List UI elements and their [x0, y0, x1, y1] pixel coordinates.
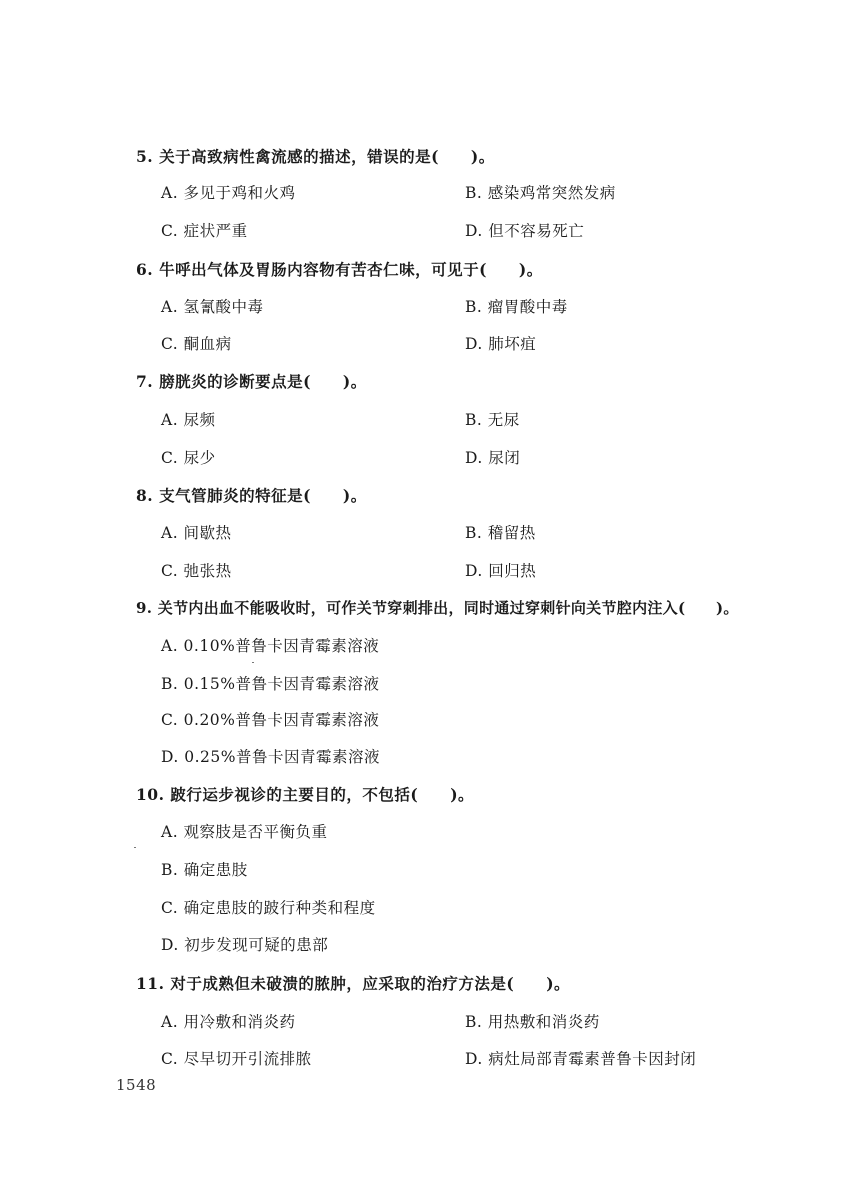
question-5-option-a: A. 多见于鸡和火鸡 — [161, 184, 296, 202]
question-9-option-b: B. 0.15%普鲁卡因青霉素溶液 — [161, 675, 380, 693]
question-8-stem: 8. 支气管肺炎的特征是( )。 — [136, 486, 367, 505]
question-11-option-d: D. 病灶局部青霉素普鲁卡因封闭 — [465, 1050, 697, 1068]
question-8-option-b: B. 稽留热 — [465, 524, 536, 542]
question-6-stem: 6. 牛呼出气体及胃肠内容物有苦杏仁味，可见于( )。 — [136, 260, 543, 279]
question-6-option-c: C. 酮血病 — [161, 335, 232, 353]
question-6-option-d: D. 肺坏疽 — [465, 335, 537, 353]
question-6-option-b: B. 瘤胃酸中毒 — [465, 298, 568, 316]
question-8-option-c: C. 弛张热 — [161, 562, 232, 580]
question-5-option-d: D. 但不容易死亡 — [465, 222, 585, 240]
question-5-option-b: B. 感染鸡常突然发病 — [465, 184, 616, 202]
question-7-option-d: D. 尿闭 — [465, 449, 521, 467]
question-5-option-c: C. 症状严重 — [161, 222, 248, 240]
scan-speck — [252, 662, 254, 663]
scan-speck — [134, 847, 136, 848]
question-11-option-b: B. 用热敷和消炎药 — [465, 1013, 600, 1031]
question-9-option-a: A. 0.10%普鲁卡因青霉素溶液 — [161, 637, 380, 655]
question-10-stem: 10. 跛行运步视诊的主要目的，不包括( )。 — [136, 785, 475, 804]
question-11-option-c: C. 尽早切开引流排脓 — [161, 1050, 312, 1068]
question-10-option-a: A. 观察肢是否平衡负重 — [161, 823, 328, 841]
question-7-option-c: C. 尿少 — [161, 449, 216, 467]
question-6-option-a: A. 氢氰酸中毒 — [161, 298, 264, 316]
question-8-option-a: A. 间歇热 — [161, 524, 232, 542]
question-11-option-a: A. 用冷敷和消炎药 — [161, 1013, 296, 1031]
page-number: 1548 — [116, 1076, 157, 1094]
question-7-option-b: B. 无尿 — [465, 411, 520, 429]
question-5-stem: 5. 关于高致病性禽流感的描述，错误的是( )。 — [136, 147, 495, 166]
question-7-option-a: A. 尿频 — [161, 411, 216, 429]
question-9-stem: 9. 关节内出血不能吸收时，可作关节穿刺排出，同时通过穿刺针向关节腔内注入( )。 — [136, 599, 739, 617]
question-10-option-c: C. 确定患肢的跛行种类和程度 — [161, 899, 376, 917]
question-10-option-b: B. 确定患肢 — [161, 861, 248, 879]
question-11-stem: 11. 对于成熟但未破溃的脓肿，应采取的治疗方法是( )。 — [136, 974, 571, 993]
question-10-option-d: D. 初步发现可疑的患部 — [161, 936, 329, 954]
question-9-option-c: C. 0.20%普鲁卡因青霉素溶液 — [161, 711, 380, 729]
question-7-stem: 7. 膀胱炎的诊断要点是( )。 — [136, 372, 367, 391]
question-9-option-d: D. 0.25%普鲁卡因青霉素溶液 — [161, 748, 380, 766]
question-8-option-d: D. 回归热 — [465, 562, 537, 580]
